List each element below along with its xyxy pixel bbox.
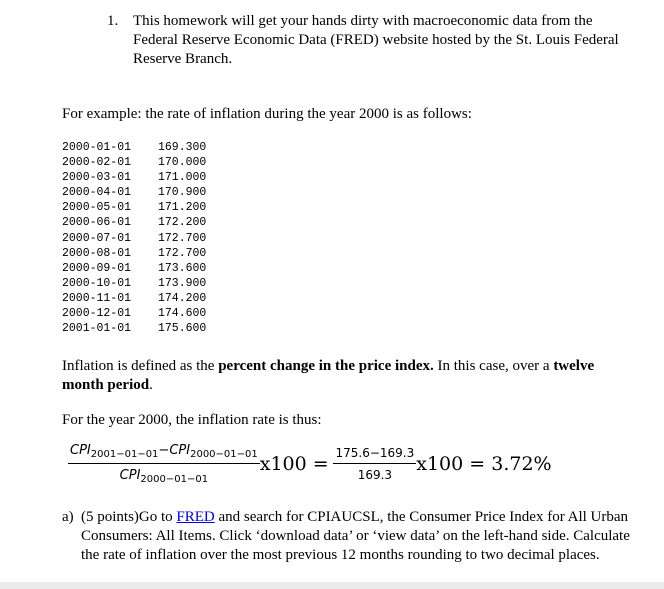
date-cell: 2000-04-01	[62, 186, 132, 200]
part-a	[62, 508, 637, 565]
inflation-definition	[62, 357, 637, 395]
table-row	[62, 246, 206, 261]
example-intro: For example: the rate of inflation during the year 2000 is as follows:	[62, 106, 472, 122]
cpi: CPI	[169, 443, 191, 458]
table-row	[62, 321, 206, 336]
date-cell: 2000-12-01	[62, 307, 132, 321]
text: (5 points)Go to	[81, 509, 177, 525]
question-1-text: This homework will get your hands dirty with macroeconomic data from the Federal Reserve Economic Data (FRED) website hosted by the St. Louis Federal Reserve Branch.	[133, 13, 619, 67]
value-cell: 174.200	[158, 291, 207, 305]
text: In this case, over a	[433, 358, 554, 374]
question-1	[107, 12, 637, 69]
value-cell: 172.200	[158, 216, 207, 230]
value-cell: 170.000	[158, 156, 207, 170]
date-cell: 2001-01-01	[62, 322, 132, 336]
times-100: x100 =	[259, 453, 329, 475]
table-row	[62, 170, 206, 185]
table-row	[62, 231, 206, 246]
value-cell: 172.700	[158, 246, 207, 260]
sub: 2000−01−01	[140, 474, 209, 485]
item-number: 1.	[107, 13, 119, 29]
value-cell: 173.900	[158, 276, 207, 290]
numerator: 175.6−169.3	[333, 446, 416, 464]
table-row	[62, 291, 206, 306]
bold-text: twelve month period	[62, 358, 595, 393]
table-row	[62, 200, 206, 215]
inflation-formula	[68, 443, 552, 485]
date-cell: 2000-08-01	[62, 246, 132, 260]
value-cell: 175.600	[158, 322, 207, 336]
text: .	[149, 377, 153, 393]
date-cell: 2000-05-01	[62, 201, 132, 215]
value-cell: 173.600	[158, 261, 207, 275]
formula-result: x100 = 3.72%	[416, 453, 552, 475]
cpi: CPI	[70, 443, 91, 458]
formula-fraction-1	[68, 443, 260, 485]
table-row	[62, 276, 206, 291]
minus: −	[158, 443, 170, 458]
denominator: 169.3	[357, 468, 393, 482]
value-cell: 169.300	[158, 141, 207, 154]
date-cell: 2000-06-01	[62, 216, 132, 230]
date-cell: 2000-11-01	[62, 291, 132, 305]
value-cell: 171.200	[158, 201, 207, 215]
value-cell: 171.000	[158, 171, 207, 185]
part-label: a)	[62, 509, 74, 525]
date-cell: 2000-09-01	[62, 261, 132, 275]
fred-link[interactable]: FRED	[176, 509, 215, 525]
value-cell: 170.900	[158, 186, 207, 200]
page-bottom-edge	[0, 582, 664, 589]
sub: 2000−01−01	[190, 449, 258, 460]
table-row	[62, 306, 206, 321]
cpi-data-table	[62, 140, 206, 336]
date-cell: 2000-03-01	[62, 171, 132, 185]
sub: 2001−01−01	[90, 449, 159, 460]
text: Inflation is defined as the	[62, 358, 219, 374]
table-row	[62, 215, 206, 230]
value-cell: 172.700	[158, 231, 207, 245]
cpi: CPI	[119, 468, 141, 483]
table-row	[62, 185, 206, 200]
date-cell: 2000-10-01	[62, 276, 132, 290]
value-cell: 174.600	[158, 307, 207, 321]
date-cell: 2000-02-01	[62, 156, 132, 170]
date-cell: 2000-07-01	[62, 231, 132, 245]
date-cell: 2000-01-01	[62, 141, 132, 154]
year-line: For the year 2000, the inflation rate is thus:	[62, 412, 322, 428]
table-row	[62, 155, 206, 170]
bold-text: percent change in the price index.	[218, 358, 434, 374]
table-row	[62, 261, 206, 276]
formula-fraction-2	[333, 446, 416, 482]
table-row	[62, 140, 206, 155]
text: and search for CPIAUCSL, the Consumer Price Index for All Urban Consumers: All Items. Click ‘download data’ or ‘view data’ on the left-hand side. Calculate the rate of inflation over the most previous 12 months rounding to two decimal places.	[81, 509, 630, 563]
